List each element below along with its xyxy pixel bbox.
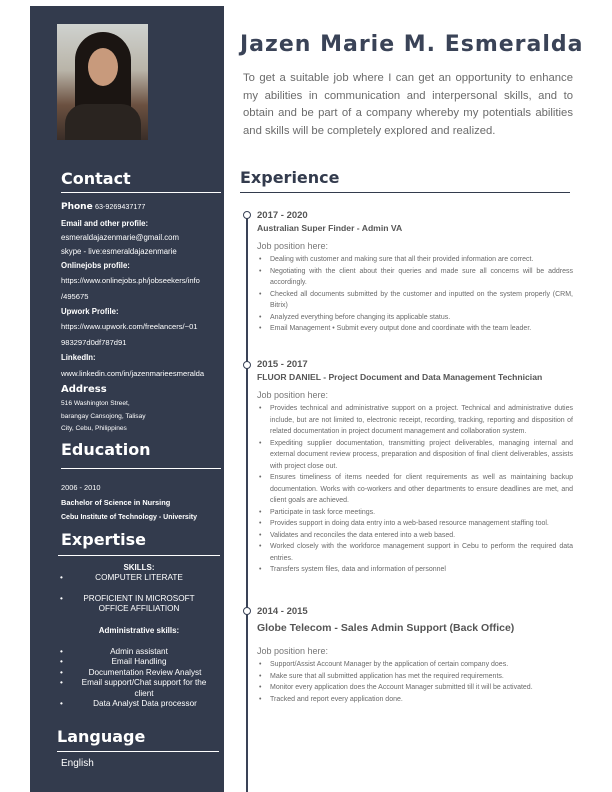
job-entry: [257, 210, 573, 335]
job-duties: [257, 254, 573, 335]
phone-label: Phone: [61, 202, 93, 212]
education-degree: Bachelor of Science in Nursing: [61, 498, 171, 507]
onlinejobs-link[interactable]: https://www.onlinejobs.ph/jobseekers/info /495675: [61, 275, 200, 301]
contact-heading: Contact: [61, 169, 131, 188]
duty-item: • Dealing with customer and making sure that all their provided information are correct.: [257, 254, 573, 266]
education-heading: Education: [61, 440, 151, 459]
duty-item: • Email Management • Submit every output done and coordinate with the team leader.: [257, 323, 573, 335]
duty-item: • Provides technical and administrative support on a project. Technical and administrative duties include, but are not limited to, electronic receipt, recording, tracking, reporting and disposition of related documentation in project document management and collaboration system.: [257, 403, 573, 438]
duty-item: • Worked closely with the workforce management support in Cebu to perform the required data entries.: [257, 541, 573, 564]
job-duties: [257, 659, 573, 705]
contact-section: [61, 198, 223, 383]
divider: [61, 192, 221, 193]
education-school: Cebu Institute of Technology - University: [61, 514, 197, 521]
admin-skill-item: • Email support/Chat support for the client: [58, 678, 220, 699]
job-years: 2015 - 2017: [257, 359, 308, 370]
timeline-dot: [243, 211, 251, 219]
address-label: Address: [61, 384, 107, 395]
skype-id: skype - live:esmeraldajazenmarie: [61, 246, 177, 256]
duty-item: • Transfers system files, data and information of personnel: [257, 564, 573, 576]
job-company: FLUOR DANIEL - Project Document and Data Management Technician: [257, 372, 543, 382]
duty-item: • Provides support in doing data entry into a web-based resource management staffing tool.: [257, 518, 573, 530]
admin-skill-item: • Documentation Review Analyst: [58, 668, 220, 679]
skill-item: • PROFICIENT IN MICROSOFT OFFICE AFFILIATION: [58, 594, 220, 615]
job-company: Globe Telecom - Sales Admin Support (Back Office): [257, 622, 515, 634]
duty-item: • Tracked and report every application done.: [257, 694, 573, 706]
language-value: English: [61, 758, 94, 769]
skills-list: SKILLS: • COMPUTER LITERATE • PROFICIENT IN MICROSOFT OFFICE AFFILIATION Administrative skills: • Admin assistant • Email Handling • Documentation Review Analyst • Email support/Chat support for the client • Data Analyst Data processor: [58, 562, 220, 710]
duty-item: • Analyzed everything before changing its applicable status.: [257, 312, 573, 324]
job-duties: [257, 403, 573, 576]
upwork-label: Upwork Profile:: [61, 306, 119, 316]
timeline-line: [246, 214, 248, 792]
expertise-heading: Expertise: [61, 530, 146, 549]
job-entry: [257, 359, 573, 576]
skill-item: • COMPUTER LITERATE: [58, 573, 220, 584]
email-label: Email and other profile:: [61, 218, 149, 228]
language-heading: Language: [57, 727, 146, 746]
duty-item: • Support/Assist Account Manager by the application of certain company does.: [257, 659, 573, 671]
job-entry: [257, 606, 573, 705]
job-position: Job position here:: [257, 241, 329, 251]
linkedin-label: LinkedIn:: [61, 352, 96, 362]
address: 516 Washington Street, barangay Cansojong, Talisay City, Cebu, Philippines: [61, 400, 146, 432]
divider: [57, 751, 219, 752]
linkedin-link[interactable]: www.linkedin.com/in/jazenmarieesmeralda: [61, 368, 205, 378]
sidebar: [30, 6, 224, 792]
job-position: Job position here:: [257, 646, 329, 656]
experience-heading: Experience: [240, 168, 340, 187]
job-years: 2017 - 2020: [257, 210, 308, 221]
job-company: Australian Super Finder - Admin VA: [257, 223, 403, 233]
duty-item: • Negotiating with the client about their queries and made sure all concerns will be address accordingly.: [257, 266, 573, 289]
phone-value: 63-9269437177: [95, 202, 146, 211]
duty-item: • Monitor every application does the Account Manager submitted till it will be activated.: [257, 682, 573, 694]
divider: [58, 555, 220, 556]
admin-skill-item: • Email Handling: [58, 657, 220, 668]
divider: [61, 468, 221, 469]
timeline-dot: [243, 607, 251, 615]
divider: [240, 192, 570, 193]
onlinejobs-label: Onlinejobs profile:: [61, 260, 130, 270]
education-entry: [61, 480, 197, 525]
duty-item: • Participate in task force meetings.: [257, 507, 573, 519]
duty-item: • Validates and reconciles the data entered into a web based.: [257, 530, 573, 542]
duty-item: • Checked all documents submitted by the customer and inputted on the system properly (CRM, Bitrix): [257, 289, 573, 312]
education-years: 2006 - 2010: [61, 483, 101, 492]
upwork-link[interactable]: https://www.upwork.com/freelancers/~01 983297d0df787d91: [61, 321, 198, 347]
objective: To get a suitable job where I can get an opportunity to enhance my abilities in communication and interpersonal skills, and to obtain and be part of a company whereby my potentials abilities and skills will be completely explored and realized.: [243, 72, 573, 137]
timeline-dot: [243, 361, 251, 369]
admin-skill-item: • Data Analyst Data processor: [58, 699, 220, 710]
job-position: Job position here:: [257, 390, 329, 400]
profile-photo: [57, 24, 148, 140]
duty-item: • Expediting supplier documentation, transmitting project deliverables, managing internal and external document review process, preparation and disposition of final client deliverables, assists with project close out.: [257, 438, 573, 473]
candidate-name: Jazen Marie M. Esmeralda: [240, 32, 584, 57]
admin-skill-item: • Admin assistant: [58, 647, 220, 658]
job-years: 2014 - 2015: [257, 606, 308, 617]
duty-item: • Ensures timeliness of items needed for client requirements as well as maintaining backup documentation. Works with co-workers and other departments to ensure deadlines are met, and client goals are achieved.: [257, 472, 573, 507]
email-link[interactable]: esmeraldajazenmarie@gmail.com: [61, 233, 179, 242]
duty-item: • Make sure that all submitted application has met the required requirements.: [257, 671, 573, 683]
